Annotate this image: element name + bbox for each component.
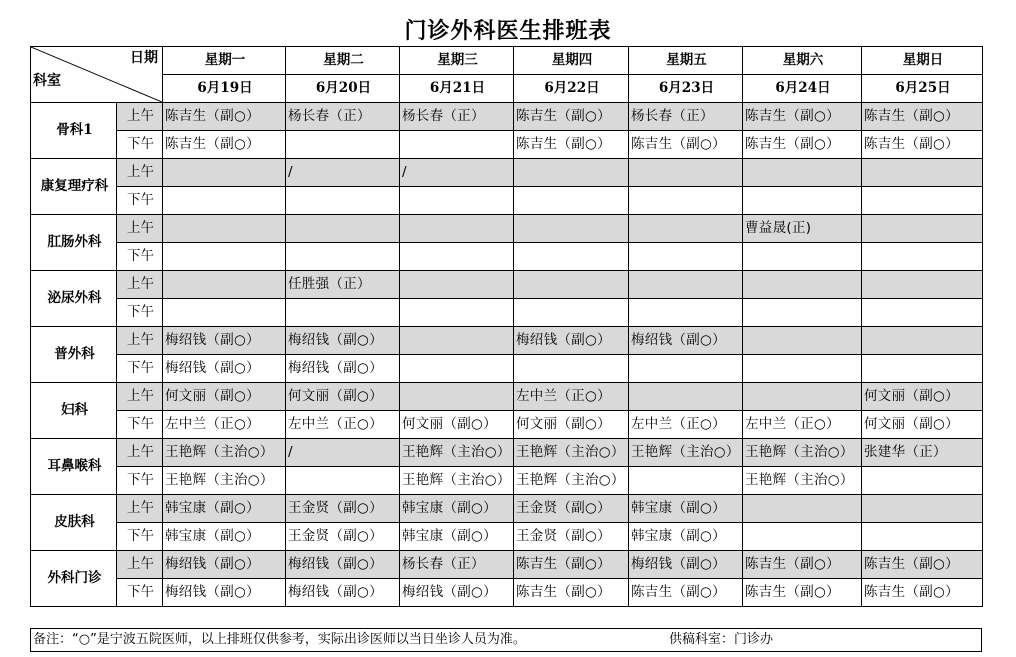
schedule-cell: 王艳辉（主治○） (743, 467, 862, 495)
schedule-row (31, 383, 983, 411)
department-name: 耳鼻喉科 (31, 439, 117, 495)
schedule-row (31, 271, 983, 299)
schedule-cell (743, 299, 862, 327)
schedule-cell: 韩宝康（副○） (629, 495, 743, 523)
department-name: 肛肠外科 (31, 215, 117, 271)
schedule-cell (400, 271, 514, 299)
corner-date-label: 日期 (130, 50, 158, 66)
schedule-row (31, 551, 983, 579)
schedule-cell: 王艳辉（主治○） (400, 467, 514, 495)
schedule-cell (743, 243, 862, 271)
schedule-cell: 曹益晟(正) (743, 215, 862, 243)
schedule-cell: 陈吉生（副○） (862, 579, 983, 607)
schedule-cell (163, 215, 286, 243)
schedule-cell: 左中兰（正○） (286, 411, 400, 439)
page-title: 门诊外科医生排班表 (404, 18, 612, 44)
schedule-row (31, 327, 983, 355)
schedule-cell (862, 523, 983, 551)
date-header: 6月25日 (862, 75, 983, 103)
corner-header (31, 47, 163, 103)
schedule-cell (862, 243, 983, 271)
schedule-cell (163, 243, 286, 271)
schedule-cell: 韩宝康（副○） (163, 523, 286, 551)
schedule-row (31, 411, 983, 439)
schedule-cell: 左中兰（正○） (629, 411, 743, 439)
schedule-cell (862, 271, 983, 299)
schedule-cell (743, 271, 862, 299)
schedule-cell (862, 215, 983, 243)
schedule-cell (629, 243, 743, 271)
schedule-cell: 梅绍钱（副○） (163, 355, 286, 383)
schedule-cell: 杨长春（正） (286, 103, 400, 131)
footer-supplier: 供稿科室：门诊办 (669, 632, 774, 647)
schedule-cell (743, 355, 862, 383)
period-label: 下午 (117, 579, 163, 607)
department-name: 皮肤科 (31, 495, 117, 551)
schedule-cell (514, 355, 629, 383)
schedule-cell: 韩宝康（副○） (400, 523, 514, 551)
schedule-cell: 梅绍钱（副○） (514, 327, 629, 355)
schedule-cell: 王艳辉（主治○） (514, 439, 629, 467)
schedule-cell (163, 271, 286, 299)
period-label: 上午 (117, 215, 163, 243)
schedule-cell: 陈吉生（副○） (862, 551, 983, 579)
schedule-cell (514, 187, 629, 215)
schedule-cell: 左中兰（正○） (163, 411, 286, 439)
schedule-cell: 韩宝康（副○） (629, 523, 743, 551)
schedule-cell: / (400, 159, 514, 187)
schedule-cell: 韩宝康（副○） (163, 495, 286, 523)
schedule-cell (163, 187, 286, 215)
schedule-cell (862, 355, 983, 383)
period-label: 下午 (117, 243, 163, 271)
schedule-cell: 梅绍钱（副○） (400, 579, 514, 607)
schedule-cell (400, 215, 514, 243)
date-header: 6月21日 (400, 75, 514, 103)
schedule-table (30, 46, 983, 607)
schedule-cell: 陈吉生（副○） (514, 579, 629, 607)
schedule-cell: 何文丽（副○） (514, 411, 629, 439)
schedule-cell: 陈吉生（副○） (163, 131, 286, 159)
schedule-cell (862, 467, 983, 495)
schedule-cell: 梅绍钱（副○） (629, 551, 743, 579)
schedule-cell (743, 383, 862, 411)
schedule-cell: 陈吉生（副○） (514, 103, 629, 131)
schedule-cell: 陈吉生（副○） (743, 579, 862, 607)
corner-dept-label: 科室 (33, 73, 61, 89)
period-label: 下午 (117, 467, 163, 495)
schedule-cell: 何文丽（副○） (862, 411, 983, 439)
schedule-cell: 王艳辉（主治○） (629, 439, 743, 467)
schedule-cell (629, 467, 743, 495)
date-header: 6月19日 (163, 75, 286, 103)
schedule-cell (629, 215, 743, 243)
schedule-row (31, 187, 983, 215)
schedule-cell (400, 327, 514, 355)
schedule-cell: 梅绍钱（副○） (629, 327, 743, 355)
schedule-cell (400, 131, 514, 159)
schedule-cell (629, 383, 743, 411)
schedule-row (31, 103, 983, 131)
schedule-cell (400, 383, 514, 411)
schedule-cell (514, 299, 629, 327)
schedule-cell (743, 187, 862, 215)
schedule-cell: 王金贤（副○） (286, 495, 400, 523)
period-label: 上午 (117, 383, 163, 411)
schedule-cell: 陈吉生（副○） (629, 579, 743, 607)
period-label: 上午 (117, 439, 163, 467)
schedule-cell: 王金贤（副○） (286, 523, 400, 551)
schedule-cell (514, 215, 629, 243)
schedule-cell: 王艳辉（主治○） (163, 439, 286, 467)
schedule-cell: 杨长春（正） (400, 551, 514, 579)
schedule-cell (286, 215, 400, 243)
date-header: 6月20日 (286, 75, 400, 103)
schedule-cell: 何文丽（副○） (862, 383, 983, 411)
schedule-cell (862, 299, 983, 327)
weekday-header: 星期五 (629, 47, 743, 75)
schedule-cell: 陈吉生（副○） (514, 551, 629, 579)
schedule-cell (629, 299, 743, 327)
weekday-header: 星期二 (286, 47, 400, 75)
weekday-header: 星期四 (514, 47, 629, 75)
schedule-cell (400, 299, 514, 327)
schedule-cell (629, 187, 743, 215)
weekday-header: 星期三 (400, 47, 514, 75)
schedule-cell: 左中兰（正○） (743, 411, 862, 439)
schedule-cell (286, 187, 400, 215)
department-name: 康复理疗科 (31, 159, 117, 215)
schedule-cell (862, 495, 983, 523)
weekday-header: 星期一 (163, 47, 286, 75)
schedule-cell: 何文丽（副○） (163, 383, 286, 411)
schedule-cell: 王金贤（副○） (514, 523, 629, 551)
schedule-cell: 梅绍钱（副○） (286, 327, 400, 355)
department-name: 外科门诊 (31, 551, 117, 607)
period-label: 上午 (117, 327, 163, 355)
weekday-header: 星期日 (862, 47, 983, 75)
department-name: 妇科 (31, 383, 117, 439)
schedule-cell (743, 495, 862, 523)
schedule-cell: / (286, 159, 400, 187)
schedule-cell: 杨长春（正） (629, 103, 743, 131)
department-name: 骨科1 (31, 103, 117, 159)
schedule-row (31, 159, 983, 187)
schedule-cell (286, 299, 400, 327)
date-header: 6月23日 (629, 75, 743, 103)
period-label: 上午 (117, 495, 163, 523)
schedule-cell: 梅绍钱（副○） (286, 579, 400, 607)
period-label: 上午 (117, 271, 163, 299)
schedule-cell (163, 299, 286, 327)
schedule-cell: 王艳辉（主治○） (400, 439, 514, 467)
schedule-cell (286, 467, 400, 495)
schedule-row (31, 467, 983, 495)
schedule-cell (400, 243, 514, 271)
schedule-cell (743, 523, 862, 551)
schedule-cell: 梅绍钱（副○） (163, 551, 286, 579)
date-header: 6月24日 (743, 75, 862, 103)
period-label: 下午 (117, 131, 163, 159)
schedule-cell: 何文丽（副○） (286, 383, 400, 411)
schedule-cell (862, 187, 983, 215)
schedule-cell (862, 159, 983, 187)
schedule-row (31, 215, 983, 243)
schedule-cell (163, 159, 286, 187)
schedule-cell: 陈吉生（副○） (743, 131, 862, 159)
schedule-cell: 何文丽（副○） (400, 411, 514, 439)
schedule-cell: 梅绍钱（副○） (286, 355, 400, 383)
schedule-cell: / (286, 439, 400, 467)
period-label: 下午 (117, 187, 163, 215)
schedule-cell: 陈吉生（副○） (629, 131, 743, 159)
period-label: 上午 (117, 159, 163, 187)
schedule-cell: 陈吉生（副○） (743, 551, 862, 579)
schedule-row (31, 495, 983, 523)
period-label: 下午 (117, 299, 163, 327)
period-label: 下午 (117, 411, 163, 439)
date-header: 6月22日 (514, 75, 629, 103)
header-row-date (31, 75, 983, 103)
schedule-cell (286, 131, 400, 159)
weekday-header: 星期六 (743, 47, 862, 75)
schedule-cell: 陈吉生（副○） (862, 131, 983, 159)
period-label: 上午 (117, 551, 163, 579)
schedule-row (31, 523, 983, 551)
schedule-cell (743, 159, 862, 187)
schedule-cell: 左中兰（正○） (514, 383, 629, 411)
schedule-row (31, 439, 983, 467)
schedule-row (31, 243, 983, 271)
schedule-cell: 王艳辉（主治○） (743, 439, 862, 467)
schedule-cell (400, 355, 514, 383)
schedule-cell: 张建华（正） (862, 439, 983, 467)
schedule-cell (862, 327, 983, 355)
schedule-cell (514, 159, 629, 187)
schedule-cell (400, 187, 514, 215)
schedule-cell: 梅绍钱（副○） (163, 327, 286, 355)
schedule-row (31, 131, 983, 159)
schedule-row (31, 579, 983, 607)
schedule-cell: 韩宝康（副○） (400, 495, 514, 523)
schedule-row (31, 355, 983, 383)
schedule-cell (743, 327, 862, 355)
schedule-cell: 任胜强（正） (286, 271, 400, 299)
schedule-cell: 陈吉生（副○） (862, 103, 983, 131)
department-name: 普外科 (31, 327, 117, 383)
schedule-cell: 陈吉生（副○） (514, 131, 629, 159)
footer-remark: 备注：“○”是宁波五院医师，以上排班仅供参考，实际出诊医师以当日坐诊人员为准。 (33, 632, 526, 647)
period-label: 上午 (117, 103, 163, 131)
schedule-cell: 杨长春（正） (400, 103, 514, 131)
period-label: 下午 (117, 355, 163, 383)
schedule-cell: 陈吉生（副○） (743, 103, 862, 131)
schedule-cell: 陈吉生（副○） (163, 103, 286, 131)
period-label: 下午 (117, 523, 163, 551)
schedule-cell: 梅绍钱（副○） (286, 551, 400, 579)
schedule-cell: 王艳辉（主治○） (514, 467, 629, 495)
schedule-cell: 梅绍钱（副○） (163, 579, 286, 607)
footer-note (30, 628, 982, 652)
schedule-cell: 王金贤（副○） (514, 495, 629, 523)
schedule-row (31, 299, 983, 327)
schedule-cell (629, 355, 743, 383)
schedule-cell (514, 243, 629, 271)
schedule-cell (286, 243, 400, 271)
schedule-cell (629, 271, 743, 299)
schedule-cell (514, 271, 629, 299)
schedule-cell: 王艳辉（主治○） (163, 467, 286, 495)
header-row-weekday (31, 47, 983, 75)
department-name: 泌尿外科 (31, 271, 117, 327)
schedule-cell (629, 159, 743, 187)
